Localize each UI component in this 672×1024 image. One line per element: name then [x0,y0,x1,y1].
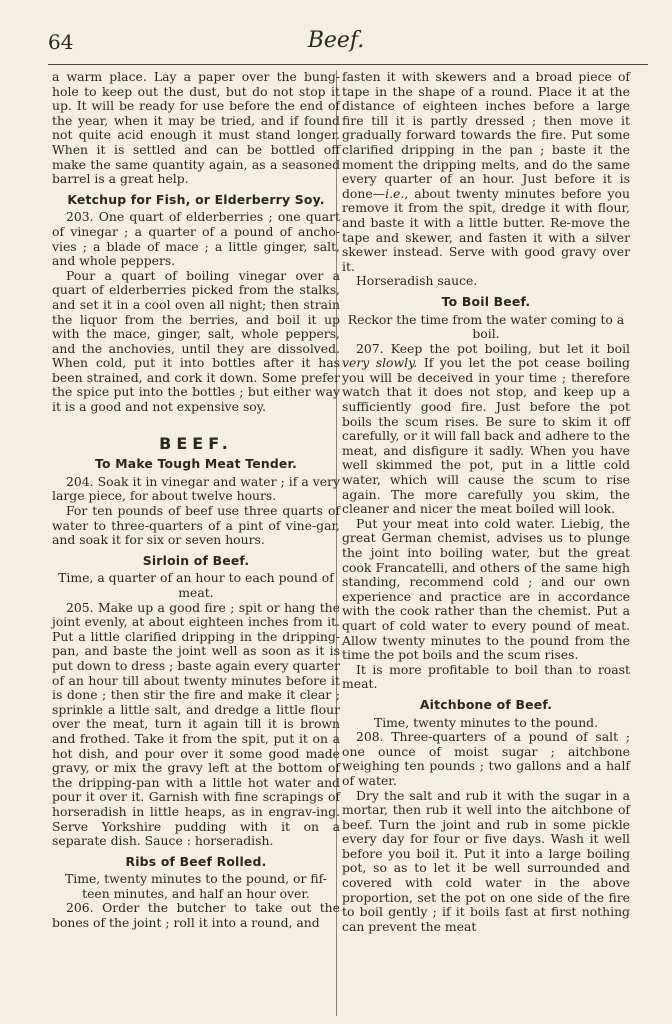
paragraph: Put your meat into cold water. Liebig, the great German chemist, advises us to plunge the joint into boiling water, but the great cook Francatelli, and others of the same high standing, recommend cold ; and our own experience and practice are in accordance with the cook rather than the chemist. Put a quart of cold water to every pound of meat. Allow twenty minutes to the pound from the time the pot boils and the scum rises. [342,515,630,663]
cooking-time: Time, twenty minutes to the pound, or fif-teen minutes, and half an hour over. [65,871,327,901]
cooking-time: Time, a quarter of an hour to each pound of meat. [58,570,334,600]
recipe-heading-ketchup: Ketchup for Fish, or Elderberry Soy. [67,191,325,207]
cooking-time: Reckor the time from the water coming to a boil. [347,311,625,342]
text-run: fasten it with skewers and a broad piece of tape in the shape of a round. Place it at the distance of eighteen inches before a large fire till it is partly dressed ; then move it gradually forward towards the fire. Put some clarified dripping in the pan ; baste it the moment the dripping melts, and do the same every quarter of an hour. Just before it is done— [342,69,630,201]
page-header [0,22,672,62]
paragraph: For ten pounds of beef use three quarts of water to three-quarters of a pint of vine-gar, and soak it for six or seven hours. [52,503,340,548]
sauce-note: Horseradish sauce. [356,273,478,289]
italic-emphasis: very slowly. [342,355,418,371]
recipe-203: 203. One quart of elderberries ; one quart of vinegar ; a quarter of a pound of ancho-vies ; a blade of mace ; a little ginger, salt, and whole peppers. [52,209,340,269]
right-column [342,70,630,934]
paragraph [342,70,630,274]
running-title: Beef. [307,28,365,53]
recipe-207 [342,342,630,517]
left-column [52,70,340,931]
text-run: , about twenty minutes before you remove it from the spit, dredge it with flour, and baste it with a little butter. Re-move the tape and skewer, and fasten it with a silver skewer instead. Serve with good gravy over it. [342,185,630,274]
recipe-heading-aitchbone: Aitchbone of Beef. [419,696,553,712]
text-run: 207. Keep the pot boiling, but let it boil [356,340,630,356]
section-heading: BEEF. [159,433,233,453]
recipe-heading-tough-meat: To Make Tough Meat Tender. [95,456,297,472]
italic-abbrev: i.e. [385,185,405,201]
recipe-206: 206. Order the butcher to take out the bones of the joint ; roll it into a round, and [52,900,340,931]
recipe-heading-ribs: Ribs of Beef Rolled. [125,853,267,869]
recipe-204: 204. Soak it in vinegar and water ; if a very large piece, for about twelve hours. [52,473,340,504]
cooking-time: Time, twenty minutes to the pound. [373,714,599,730]
recipe-heading-sirloin: Sirloin of Beef. [142,552,250,568]
header-rule [48,64,648,65]
paragraph: Pour a quart of boiling vinegar over a quart of elderberries picked from the stalks, and set it in a cool oven all night; then strain the liquor from the berries, and boil it up with the mace, ginger, salt, whole peppers, and the anchovies, until they are dissolved. When cold, put it into bottles after it has been strained, and cork it down. Some prefer the spice put into the bottles ; but either way it is a good and not expensive soy. [52,267,340,415]
paragraph: Dry the salt and rub it with the sugar in a mortar, then rub it well into the aitchbone of beef. Turn the joint and rub in some pickle every day for four or five days. Wash it well before you boil it. Put it into a large boiling pot, so as to let it be well surrounded and covered with cold water in the above proportion, set the pot on one side of the fire to boil gently ; if it boils fast at first nothing can prevent the meat [342,787,630,934]
paragraph: a warm place. Lay a paper over the bung-hole to keep out the dust, but do not stop it up. It will be ready for use before the end of the year, when it may be tried, and if found not quite acid enough it must stand longer. When it is settled and can be bottled off make the same quantity again, as a seasoned barrel is a great help. [52,69,340,187]
recipe-205: 205. Make up a good fire ; spit or hang the joint evenly, at about eighteen inches from it. Put a little clarified dripping in the dripping-pan, and baste the joint well as soon as it is put down to dress ; baste again every quarter of an hour till about twenty minutes before it is done ; then stir the fire and make it clear ; sprinkle a little salt, and dredge a little flour over the meat, turn it again till it is brown and frothed. Take it from the spit, put it on a hot dish, and pour over it some good made gravy, or mix the gravy left at the bottom of the dripping-pan with a little hot water and pour it over it. Garnish with fine scrapings of horseradish in little heaps, as in engrav-ing. Serve Yorkshire pudding with it on a separate dish. Sauce : horseradish. [52,599,340,849]
recipe-208: 208. Three-quarters of a pound of salt ; one ounce of moist sugar ; aitchbone weighing ten pounds ; two gallons and a half of water. [342,729,630,788]
text-run: If you let the pot cease boiling you will be deceived in your time ; therefore watch that it does not stop, and keep up a sufficiently good fire. Just before the pot boils the scum rises. Be sure to skim it off carefully, or it will fall back and adhere to the meat, and disfigure it sadly. When you have well skimmed the pot, put in a little cold water, which will cause the scum to rise again. The more carefully you skim, the cleaner and nicer the meat boiled will look. [342,355,630,517]
recipe-heading-boil: To Boil Beef. [441,293,531,309]
page-number: 64 [48,30,74,54]
paragraph: It is more profitable to boil than to roast meat. [342,661,630,692]
